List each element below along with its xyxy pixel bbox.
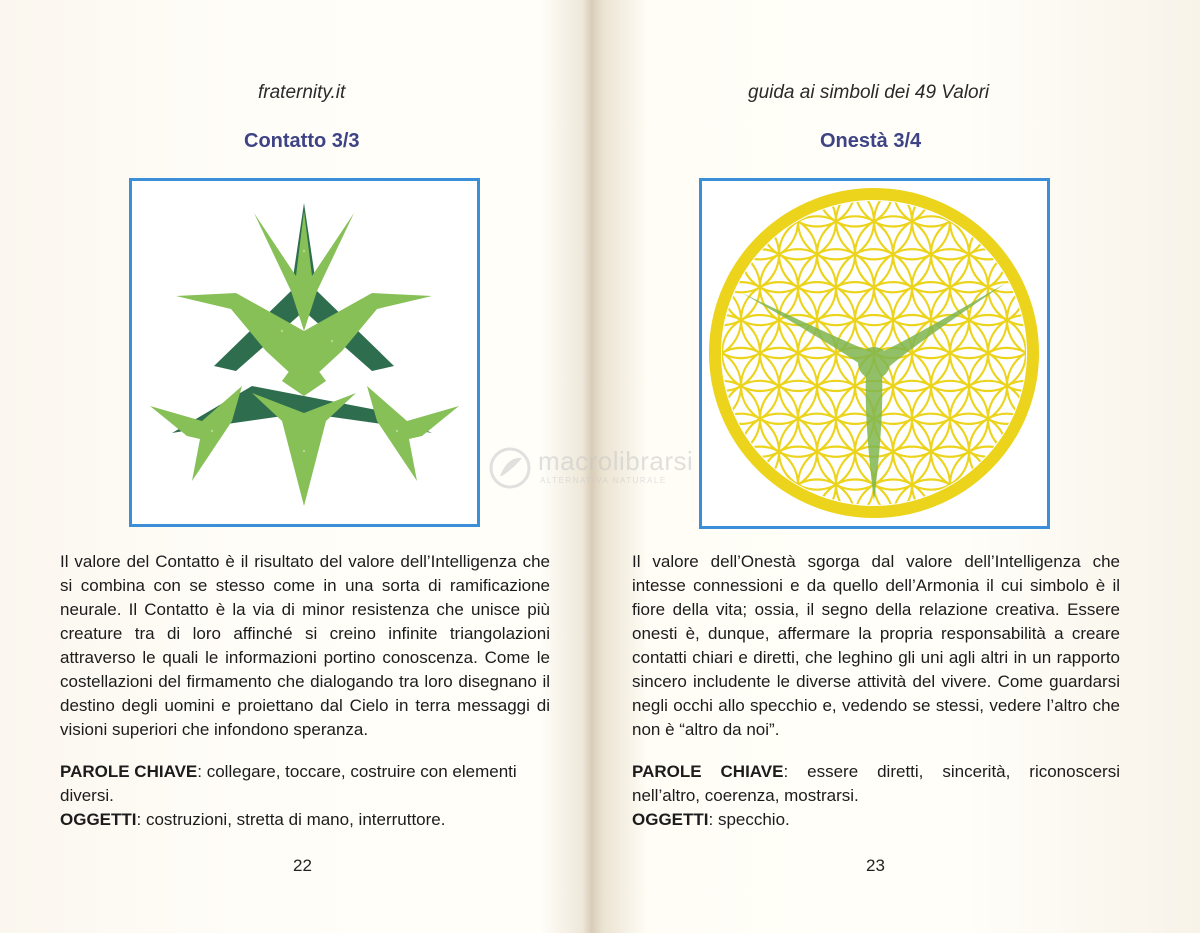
objects-line-left bbox=[60, 808, 550, 832]
objects-label-left: OGGETTI bbox=[60, 810, 137, 829]
page-number-right: 23 bbox=[866, 856, 885, 875]
keywords-line-right bbox=[632, 760, 1120, 808]
keywords-label-left: PAROLE CHIAVE bbox=[60, 762, 198, 781]
branching-triangle-icon bbox=[132, 181, 477, 524]
watermark-tagline: ALTERNATIVA NATURALE bbox=[540, 476, 667, 485]
onesta-symbol-figure bbox=[699, 178, 1050, 529]
keywords-line-left bbox=[60, 760, 550, 808]
objects-text-right: : specchio. bbox=[708, 810, 790, 829]
body-paragraph-right: Il valore dell’Onestà sgorga dal valore dell’Intelligenza che intesse connessioni e da quello dell’Armonia il cui simbolo è il fiore della vita; ossia, il segno della relazione creativa. Essere onesti è, dunque, affermare la propria responsabilità a creare contatti chiari e diretti, che leghino gli uni agli altri in un rapporto sincero includente le diverse attività del vivere. Come guardarsi negli occhi allo specchio e, vedendo se stessi, vedere l’altro che non è “altro da noi”. bbox=[632, 552, 1120, 739]
watermark-logo-icon bbox=[488, 446, 532, 490]
macrolibrarsi-watermark bbox=[488, 446, 728, 490]
body-paragraph-left: Il valore del Contatto è il risultato del valore dell’Intelligenza che si combina con se stesso come in una sorta di ramificazione neurale. Il Contatto è la via di minor resistenza che unisce più creature tra di loro affinché si creino infinite triangolazioni attraverso le quali le informazioni portino conoscenza. Come le costellazioni del firmamento che dialogando tra loro disegnano il destino degli uomini e proiettano dal Cielo in terra messaggi di visioni superiori che infondono speranza. bbox=[60, 552, 550, 739]
keywords-label-right: PAROLE CHIAVE bbox=[632, 762, 784, 781]
keywords-text-left: : collegare, toccare, costruire con elementi diversi. bbox=[60, 762, 517, 805]
objects-line-right bbox=[632, 808, 1120, 832]
keywords-block-left bbox=[60, 760, 550, 832]
flower-of-life-icon bbox=[702, 181, 1047, 526]
page-number-left: 22 bbox=[293, 856, 312, 875]
watermark-brand: macrolibrarsi bbox=[538, 446, 694, 476]
keywords-text-right: : essere diretti, sincerità, riconoscersi nell’altro, coerenza, mostrarsi. bbox=[632, 762, 1120, 805]
objects-text-left: : costruzioni, stretta di mano, interruttore. bbox=[136, 810, 446, 829]
objects-label-right: OGGETTI bbox=[632, 810, 709, 829]
page-title-right: Onestà 3/4 bbox=[820, 130, 922, 152]
running-head-left: fraternity.it bbox=[258, 82, 346, 103]
keywords-block-right bbox=[632, 760, 1120, 832]
running-head-right: guida ai simboli dei 49 Valori bbox=[748, 82, 990, 103]
contatto-symbol-figure bbox=[129, 178, 480, 527]
page-title-left: Contatto 3/3 bbox=[244, 130, 360, 152]
